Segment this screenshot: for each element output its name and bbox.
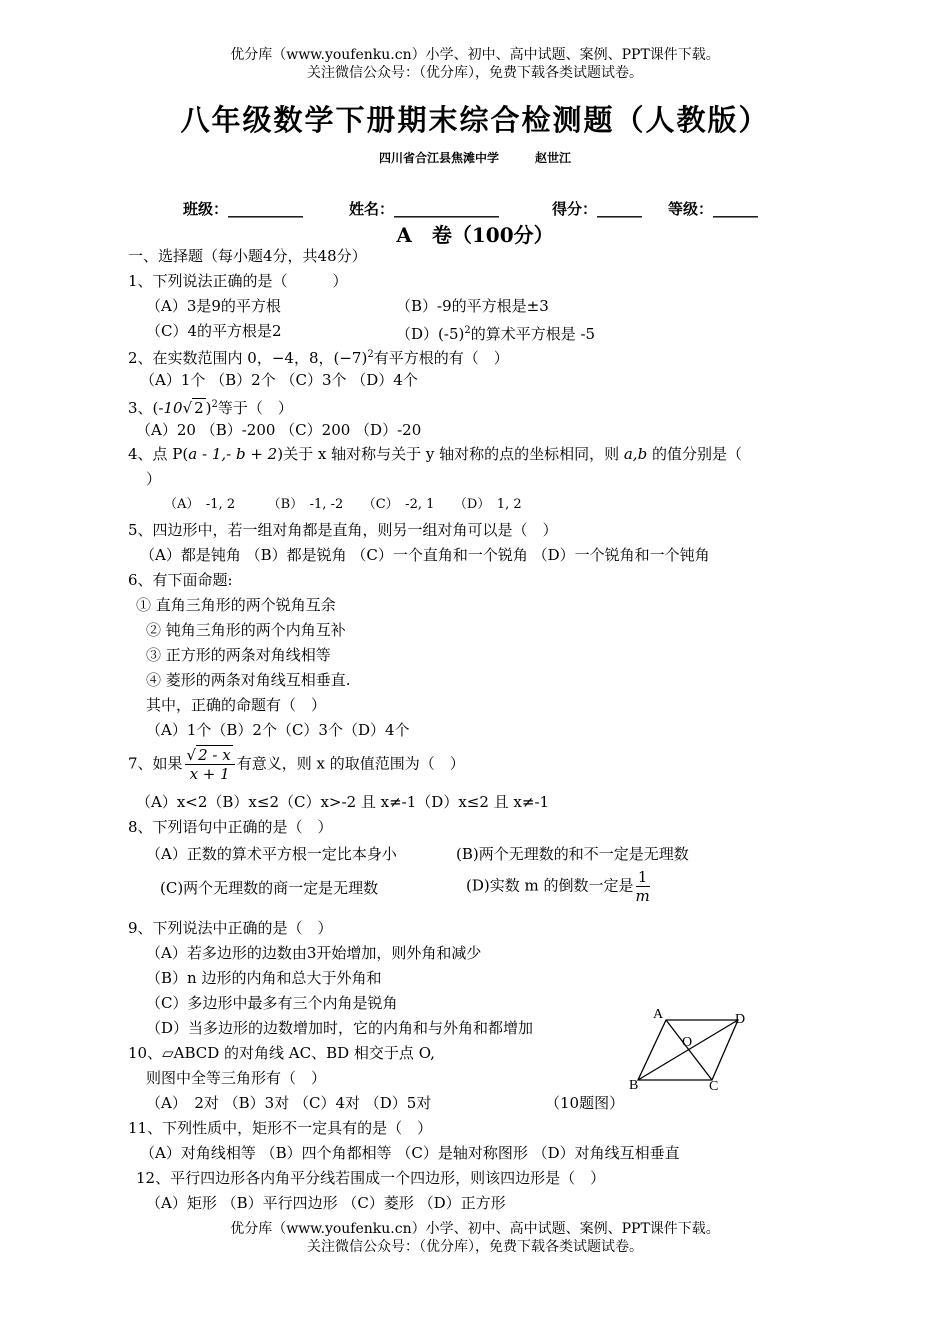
score-field: 得分：______ [552, 200, 643, 218]
q9-option-a: （A）若多边形的边数由3开始增加，则外角和减少 [146, 944, 482, 962]
q8-stem: 8、下列语句中正确的是（ ） [128, 818, 333, 836]
vertex-a-label: A [653, 1007, 664, 1022]
name-field: 姓名：______________ [349, 200, 500, 218]
q6-statement-4: ④ 菱形的两条对角线互相垂直. [146, 671, 351, 689]
q7-stem: 7、如果 $\frac{√ 2 - x}{x + 1}$ 有意义，则 x 的取值范围为（ ） [128, 746, 465, 783]
q8-option-c: (C)两个无理数的商一定是无理数 [160, 879, 379, 897]
q8-fraction: $\frac{1}{m}$ [635, 868, 650, 905]
header-line-2: 关注微信公众号：（优分库），免费下载各类试题试卷。 [307, 65, 643, 81]
q8-option-b: (B)两个无理数的和不一定是无理数 [456, 845, 689, 863]
q1-option-a: （A）3是9的平方根 [146, 297, 281, 315]
q3-options: （A）20 （B）-200 （C）200 （D）-20 [136, 421, 422, 439]
q7-fraction: $\frac{√ 2 - x}{x + 1}$ [185, 746, 235, 783]
q4-stem-close: ） [146, 470, 162, 488]
q10-ask: 则图中全等三角形有（ ） [146, 1069, 327, 1087]
vertex-c-label: C [709, 1079, 719, 1094]
q5-options: （A）都是钝角 （B）都是锐角 （C）一个直角和一个锐角 （D）一个锐角和一个钝角 [140, 546, 710, 564]
center-o-label: O [682, 1035, 693, 1050]
q9-stem: 9、下列说法中正确的是（ ） [128, 919, 333, 937]
q12-stem: 12、平行四边形各内角平分线若围成一个四边形，则该四边形是（ ） [136, 1169, 606, 1187]
q6-options: （A）1个（B）2个（C）3个（D）4个 [146, 721, 410, 739]
q10-caption: （10题图） [545, 1094, 625, 1112]
q1-option-b: （B）-9的平方根是±3 [396, 297, 549, 315]
q6-ask: 其中，正确的命题有（ ） [146, 696, 327, 714]
vertex-d-label: D [735, 1012, 746, 1027]
q11-options: （A）对角线相等 （B）四个角都相等 （C）是轴对称图形 （D）对角线互相垂直 [140, 1144, 680, 1162]
q6-stem: 6、有下面命题: [128, 571, 233, 589]
q7-options: （A）x<2（B）x≤2（C）x>-2 且 x≠-1（D）x≤2 且 x≠-1 [136, 793, 550, 811]
q2-stem: 2、在实数范围内 0，−4，8，$(-7)^2$有平方根的有（ ） [128, 349, 509, 367]
class-field: 班级：__________ [183, 200, 304, 218]
q2-options: （A）1个 （B）2个 （C）3个 （D）4个 [140, 371, 418, 389]
vertex-b-label: B [629, 1078, 639, 1093]
q6-statement-3: ③ 正方形的两条对角线相等 [146, 646, 331, 664]
q8-option-a: （A）正数的算术平方根一定比本身小 [146, 845, 397, 863]
part-heading: 一、选择题（每小题4分，共48分） [128, 247, 367, 265]
q11-stem: 11、下列性质中，矩形不一定具有的是（ ） [128, 1119, 433, 1137]
q1-option-d: $(D)(-5)^2$的算术平方根是 -5 [396, 325, 596, 343]
q9-option-d: （D）当多边形的边数增加时，它的内角和与外角和都增加 [146, 1019, 534, 1037]
parallelogram-figure [628, 1004, 758, 1094]
q6-statement-2: ② 钝角三角形的两个内角互补 [146, 621, 346, 639]
q4-stem: 4、点 P(a - 1,- b + 2)关于 x 轴对称与关于 y 轴对称的点的坐标相同，则 a,b 的值分别是（ [128, 445, 742, 463]
q4-options: （A） -1, 2 （B） -1, -2 （C） -2, 1 （D） 1, 2 [164, 497, 522, 512]
q3-stem: 3、(-10√ 2 )$^2$等于（ ） [128, 399, 293, 417]
footer-line-2: 关注微信公众号：（优分库），免费下载各类试题试卷。 [307, 1239, 643, 1255]
q8-option-d: (D)实数 m 的倒数一定是 $\frac{1}{m}$ [466, 868, 650, 905]
section-heading: A 卷（100分） [396, 223, 554, 247]
q1-stem: 1、下列说法正确的是（ ） [128, 272, 348, 290]
author: 四川省合江县焦滩中学 赵世江 [378, 151, 571, 165]
q12-options: （A）矩形 （B）平行四边形 （C）菱形 （D）正方形 [146, 1194, 506, 1212]
page-title: 八年级数学下册期末综合检测题（人教版） [180, 103, 770, 137]
q5-stem: 5、四边形中，若一组对角都是直角，则另一组对角可以是（ ） [128, 521, 558, 539]
header-line-1: 优分库（www.youfenku.cn）小学、初中、高中试题、案例、PPT课件下载。 [230, 47, 720, 63]
diagonal-bd [638, 1020, 738, 1080]
q6-statement-1: ① 直角三角形的两个锐角互余 [136, 596, 336, 614]
q9-option-c: （C）多边形中最多有三个内角是锐角 [146, 994, 398, 1012]
q1-option-c: （C）4的平方根是2 [146, 322, 282, 340]
q10-stem: 10、▱ABCD 的对角线 AC、BD 相交于点 O, [128, 1044, 435, 1062]
grade-field: 等级：______ [668, 200, 759, 218]
q10-options: （A） 2对 （B）3对 （C）4对 （D）5对 [146, 1094, 432, 1112]
footer-line-1: 优分库（www.youfenku.cn）小学、初中、高中试题、案例、PPT课件下载。 [230, 1221, 720, 1237]
q9-option-b: （B）n 边形的内角和总大于外角和 [146, 969, 382, 987]
